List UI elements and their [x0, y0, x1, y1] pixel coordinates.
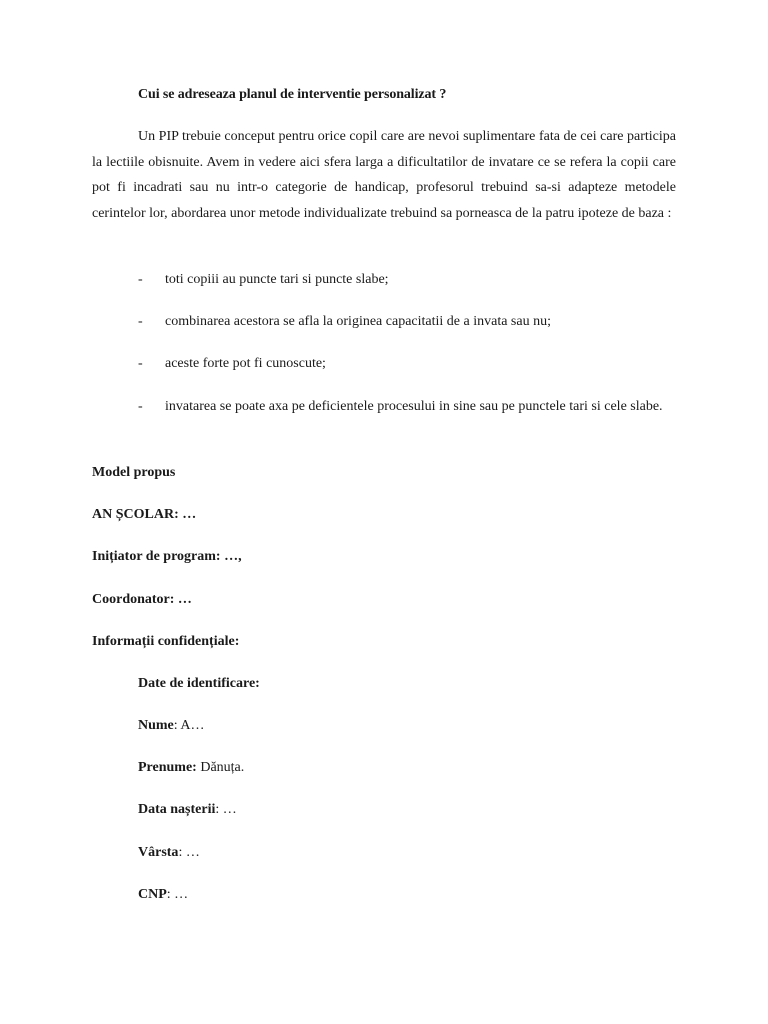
field-separator: :: [178, 845, 186, 860]
bullet-text: invatarea se poate axa pe deficientele procesului in sine sau pe punctele tari si cele slabe.: [165, 399, 663, 414]
list-item: [138, 267, 676, 293]
bullet-dash: -: [138, 314, 143, 329]
field-value: Dănuța.: [200, 760, 245, 775]
bullet-dash: -: [138, 272, 143, 287]
list-item: [138, 309, 676, 335]
section-heading: Cui se adreseaza planul de interventie personalizat ?: [138, 87, 447, 102]
bullet-dash: -: [138, 356, 143, 371]
bullet-text: combinarea acestora se afla la originea capacitatii de a invata sau nu;: [165, 314, 551, 329]
field-cnp: [138, 887, 188, 903]
list-item: [138, 394, 676, 420]
intro-paragraph: Un PIP trebuie conceput pentru orice copil care are nevoi suplimentare fata de cei care participa la lectiile obisnuite. Avem in vedere aici sfera larga a dificultatilor de invatare ce se refera la copii care pot fi incadrati sau nu intr-o categorie de handicap, profesorul trebuind sa-si adapteze metodele cerintelor lor, abordarea unor metode individualizate trebuind sa porneasca de la patru ipoteze de baza :: [92, 129, 676, 221]
field-label: Data nașterii: [138, 802, 216, 817]
field-value: …: [222, 802, 237, 817]
bullet-dash: -: [138, 399, 143, 414]
coordonator-line: Coordonator: …: [92, 592, 192, 607]
field-value: …: [185, 845, 200, 860]
field-value: A…: [180, 718, 205, 733]
model-title: Model propus: [92, 465, 176, 480]
field-label: CNP: [138, 887, 167, 902]
field-separator: :: [173, 718, 181, 733]
date-identificare-line: Date de identificare:: [138, 676, 260, 691]
field-prenume: [138, 760, 244, 776]
field-varsta: [138, 845, 200, 861]
field-data-nasterii: [138, 802, 237, 818]
field-label: Vârsta: [138, 845, 179, 860]
an-scolar-line: AN ȘCOLAR: …: [92, 507, 197, 522]
field-label: Nume: [138, 718, 174, 733]
list-item: [138, 351, 676, 377]
bullet-text: aceste forte pot fi cunoscute;: [165, 356, 326, 371]
field-value: …: [174, 887, 189, 902]
field-nume: [138, 718, 205, 734]
initiator-line: Inițiator de program: …,: [92, 549, 242, 564]
field-separator: :: [215, 802, 223, 817]
field-label: Prenume:: [138, 760, 197, 775]
bullet-text: toti copiii au puncte tari si puncte slabe;: [165, 272, 389, 287]
field-separator: :: [166, 887, 175, 902]
informatii-line: Informații confidențiale:: [92, 634, 240, 649]
